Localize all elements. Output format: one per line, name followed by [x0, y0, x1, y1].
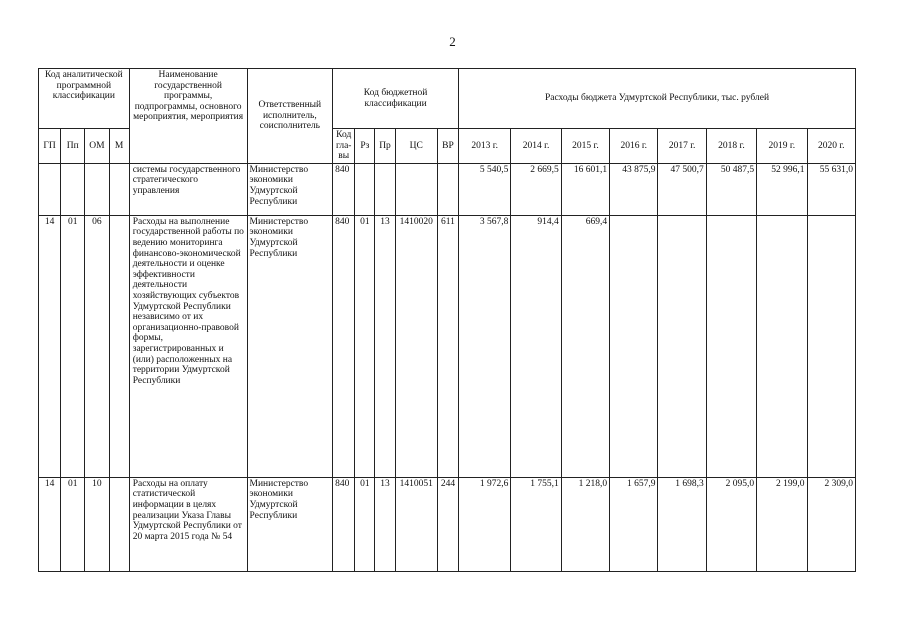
- cell-om: 10: [85, 477, 109, 571]
- header-year-2013: 2013 г.: [459, 129, 511, 164]
- header-rz: Рз: [355, 129, 375, 164]
- cell-m: [109, 477, 129, 571]
- cell-value-2019: [757, 215, 807, 477]
- cell-value-2020: 55 631,0: [807, 163, 856, 215]
- cell-vr: 611: [437, 215, 458, 477]
- header-vr: ВР: [437, 129, 458, 164]
- cell-responsible: Министерство экономики Удмуртской Республики: [247, 215, 333, 477]
- cell-name: Расходы на выполнение государственной работы по ведению мониторинга финансово-экономической деятельности и оценке эффективности деятельности хозяйствующих субъектов Удмуртской Республики независимо от их организационно-правовой формы, зарегистрированных и (или) расположенных на территории Удмуртской Республики: [129, 215, 247, 477]
- header-expenses: Расходы бюджета Удмуртской Республики, тыс. рублей: [459, 69, 856, 129]
- header-year-2017: 2017 г.: [658, 129, 706, 164]
- header-year-2015: 2015 г.: [561, 129, 609, 164]
- cell-cs: 1410051: [395, 477, 437, 571]
- header-year-2019: 2019 г.: [757, 129, 807, 164]
- cell-value-2017: 1 698,3: [658, 477, 706, 571]
- cell-rz: [355, 163, 375, 215]
- cell-om: [85, 163, 109, 215]
- cell-value-2013: 1 972,6: [459, 477, 511, 571]
- cell-value-2018: [706, 215, 756, 477]
- cell-value-2014: 2 669,5: [511, 163, 561, 215]
- cell-kod: 840: [333, 163, 355, 215]
- cell-pp: 01: [61, 215, 85, 477]
- cell-value-2015: 1 218,0: [561, 477, 609, 571]
- cell-value-2016: 1 657,9: [610, 477, 658, 571]
- header-pp: Пп: [61, 129, 85, 164]
- cell-kod: 840: [333, 215, 355, 477]
- table-row: [39, 477, 856, 571]
- cell-pp: 01: [61, 477, 85, 571]
- header-row-1: [39, 69, 856, 129]
- cell-gp: 14: [39, 477, 61, 571]
- cell-pp: [61, 163, 85, 215]
- cell-gp: 14: [39, 215, 61, 477]
- cell-name: Расходы на оплату статистической информации в целях реализации Указа Главы Удмуртской Республики от 20 марта 2015 года № 54: [129, 477, 247, 571]
- page-number: 2: [449, 34, 456, 49]
- cell-cs: 1410020: [395, 215, 437, 477]
- cell-value-2015: 16 601,1: [561, 163, 609, 215]
- header-cs: ЦС: [395, 129, 437, 164]
- cell-vr: [437, 163, 458, 215]
- cell-value-2016: [610, 215, 658, 477]
- cell-responsible: Министерство экономики Удмуртской Республики: [247, 163, 333, 215]
- header-year-2020: 2020 г.: [807, 129, 856, 164]
- cell-pr: [375, 163, 395, 215]
- cell-vr: 244: [437, 477, 458, 571]
- cell-value-2015: 669,4: [561, 215, 609, 477]
- cell-value-2018: 2 095,0: [706, 477, 756, 571]
- cell-value-2019: 2 199,0: [757, 477, 807, 571]
- cell-value-2020: [807, 215, 856, 477]
- cell-value-2014: 1 755,1: [511, 477, 561, 571]
- header-om: ОМ: [85, 129, 109, 164]
- header-year-2018: 2018 г.: [706, 129, 756, 164]
- cell-m: [109, 215, 129, 477]
- budget-table: [38, 68, 856, 572]
- header-pr: Пр: [375, 129, 395, 164]
- header-responsible: Ответственный исполнитель, соисполнитель: [247, 69, 333, 164]
- header-budget-code: Код бюджетной классификации: [333, 69, 459, 129]
- header-analytic-code: Код аналитической программной классификации: [39, 69, 130, 129]
- cell-name: системы государственного стратегического управления: [129, 163, 247, 215]
- cell-pr: 13: [375, 215, 395, 477]
- cell-value-2014: 914,4: [511, 215, 561, 477]
- table-row: [39, 163, 856, 215]
- header-year-2016: 2016 г.: [610, 129, 658, 164]
- cell-gp: [39, 163, 61, 215]
- cell-value-2019: 52 996,1: [757, 163, 807, 215]
- header-m: М: [109, 129, 129, 164]
- header-name: Наименование государственной программы, подпрограммы, основного мероприятия, мероприятия: [129, 69, 247, 164]
- cell-value-2013: 3 567,8: [459, 215, 511, 477]
- cell-value-2017: 47 500,7: [658, 163, 706, 215]
- table-row: [39, 215, 856, 477]
- cell-kod: 840: [333, 477, 355, 571]
- cell-value-2017: [658, 215, 706, 477]
- cell-m: [109, 163, 129, 215]
- cell-value-2020: 2 309,0: [807, 477, 856, 571]
- header-kod-glavy: Код гла- вы: [333, 129, 355, 164]
- cell-pr: 13: [375, 477, 395, 571]
- cell-value-2016: 43 875,9: [610, 163, 658, 215]
- cell-responsible: Министерство экономики Удмуртской Республики: [247, 477, 333, 571]
- cell-rz: 01: [355, 215, 375, 477]
- cell-rz: 01: [355, 477, 375, 571]
- header-year-2014: 2014 г.: [511, 129, 561, 164]
- cell-cs: [395, 163, 437, 215]
- header-gp: ГП: [39, 129, 61, 164]
- cell-value-2013: 5 540,5: [459, 163, 511, 215]
- cell-om: 06: [85, 215, 109, 477]
- cell-value-2018: 50 487,5: [706, 163, 756, 215]
